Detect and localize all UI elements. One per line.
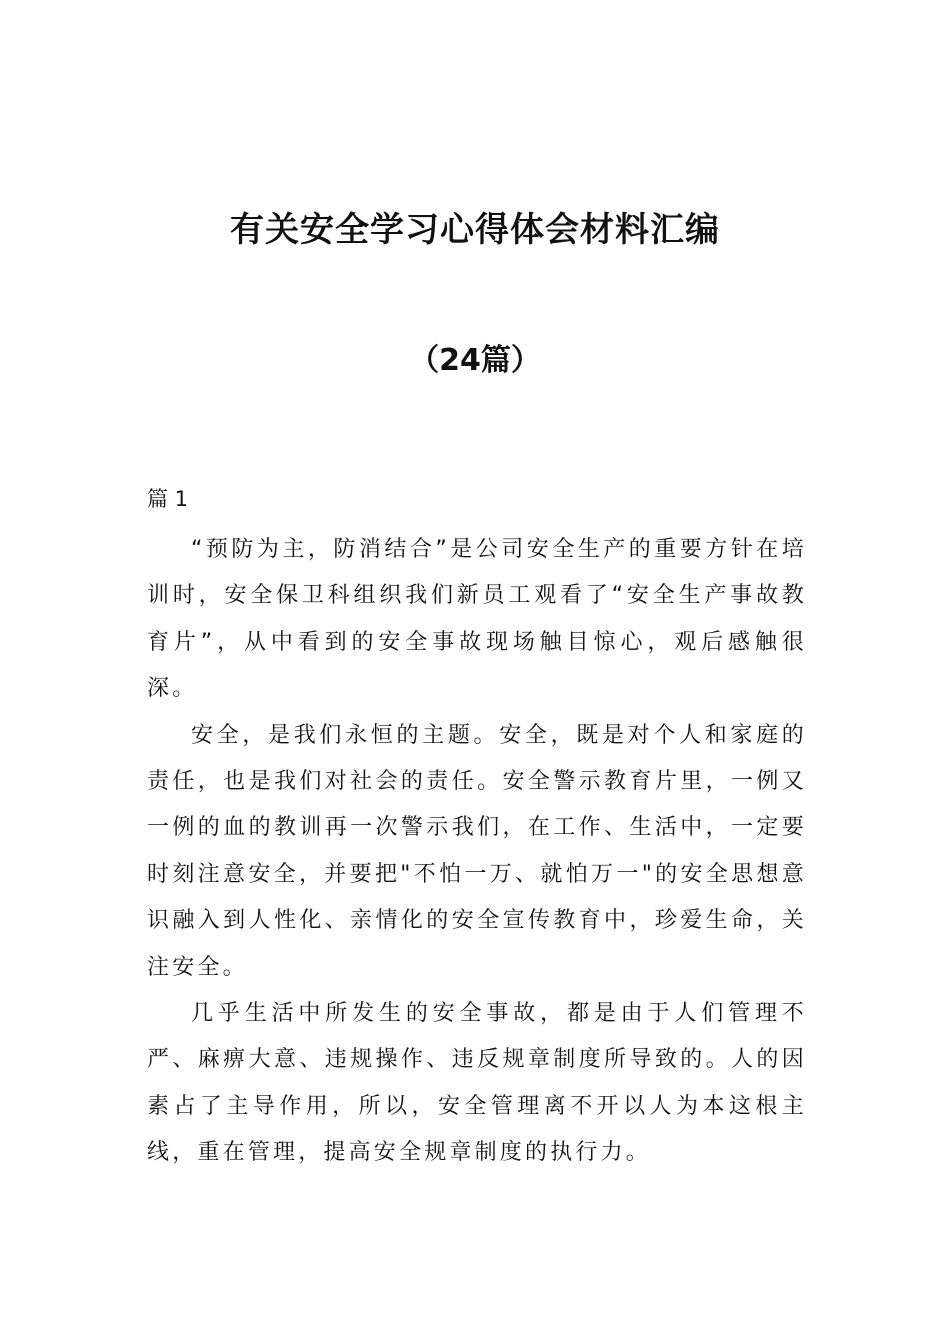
body-text — [147, 527, 807, 1177]
paragraph: 几乎生活中所发生的安全事故，都是由于人们管理不严、麻痹大意、违规操作、违反规章制度所导致的。人的因素占了主导作用，所以，安全管理离不开以人为本这根主线，重在管理，提高安全规章制度的执行力。 — [147, 1001, 807, 1166]
section-label: 篇 1 — [147, 487, 189, 511]
paragraph: “预防为主，防消结合”是公司安全生产的重要方针在培训时，安全保卫科组织我们新员工观看了“安全生产事故教育片”，从中看到的安全事故现场触目惊心，观后感触很深。 — [147, 537, 807, 702]
document-title: 有关安全学习心得体会材料汇编 — [230, 210, 720, 250]
document-subtitle: （24篇） — [409, 343, 541, 378]
paragraph: 安全，是我们永恒的主题。安全，既是对个人和家庭的责任，也是我们对社会的责任。安全警示教育片里，一例又一例的血的教训再一次警示我们，在工作、生活中，一定要时刻注意安全，并要把"不怕一万、就怕万一"的安全思想意识融入到人性化、亲情化的安全宣传教育中，珍爱生命，关注安全。 — [147, 722, 807, 980]
